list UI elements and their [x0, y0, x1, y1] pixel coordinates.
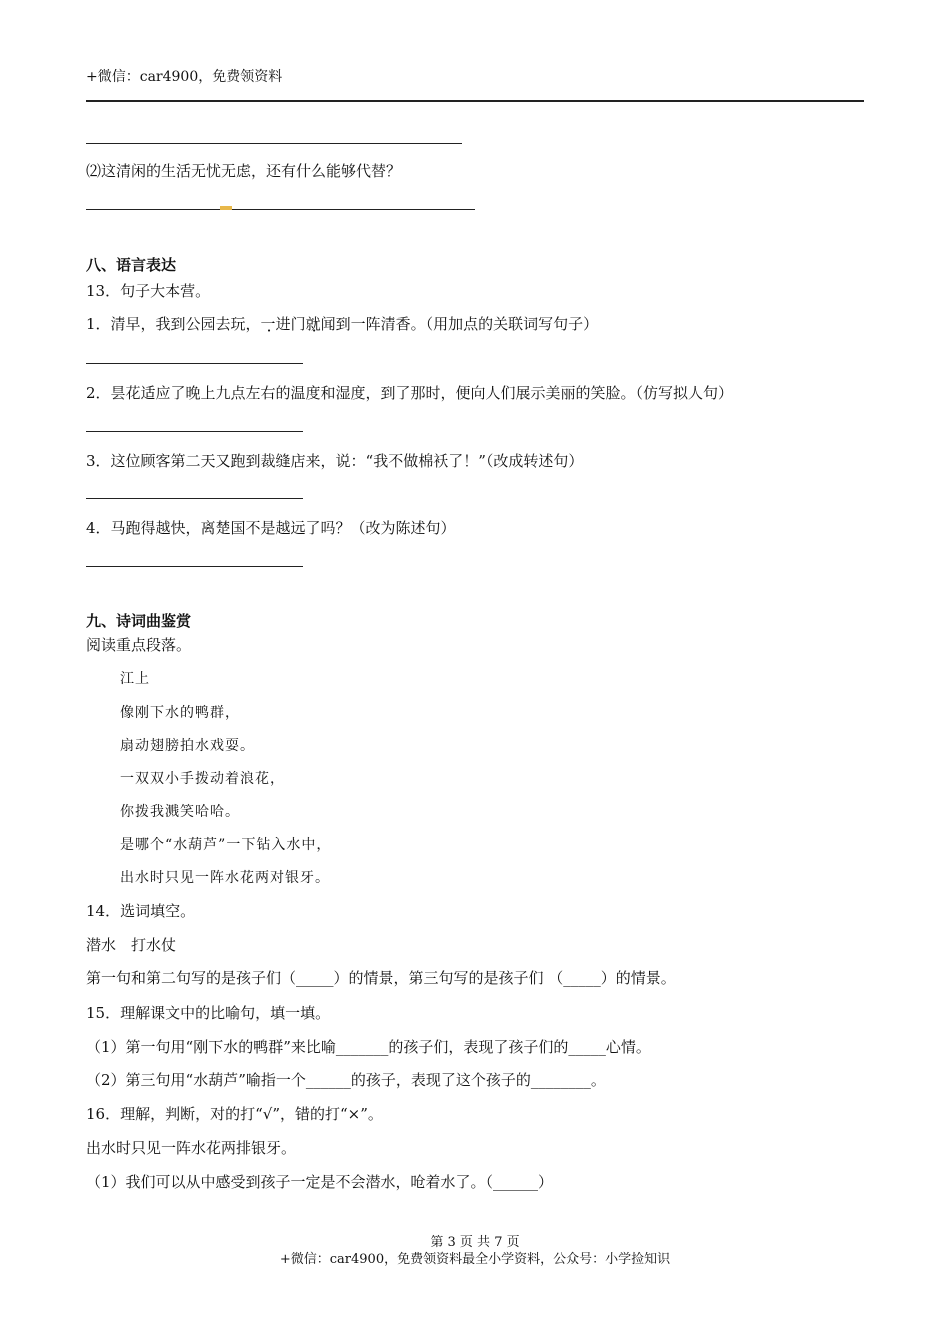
- dotted-word-2: 就: [305, 315, 321, 333]
- question-16-sentence: 出水时只见一阵水花两排银牙。: [86, 1139, 297, 1157]
- question-16-1: （1）我们可以从中感受到孩子一定是不会潜水，呛着水了。（______）: [86, 1173, 554, 1191]
- item-1: [86, 313, 598, 334]
- answer-line: [86, 209, 475, 210]
- dotted-word-1: 一: [260, 315, 276, 333]
- item-2: 2．昙花适应了晚上九点左右的温度和湿度，到了那时，便向人们展示美丽的笑脸。（仿写拟人句）: [86, 384, 734, 402]
- answer-line: [86, 431, 303, 432]
- word-choices: 潜水 打水仗: [86, 936, 177, 954]
- item-3: 3．这位顾客第二天又跑到裁缝店来，说：“我不做棉袄了！”（改成转述句）: [86, 452, 584, 470]
- footer-promo: +微信：car4900，免费领资料最全小学资料，公众号：小学捡知识: [279, 1252, 671, 1267]
- header-divider: [86, 100, 864, 102]
- question-16: 16．理解，判断，对的打“√”，错的打“×”。: [86, 1105, 383, 1123]
- poem-line: 一双双小手拨动着浪花，: [120, 771, 285, 787]
- section-8-title: 八、语言表达: [86, 256, 177, 274]
- highlight-mark: [220, 206, 232, 210]
- item-1-text-b: 进门: [275, 315, 306, 333]
- answer-line: [86, 363, 303, 364]
- poem-line: 你拨我溅笑哈哈。: [120, 804, 240, 820]
- item-4: 4．马跑得越快，离楚国不是越远了吗？（改为陈述句）: [86, 519, 456, 537]
- poem-line: 是哪个“水葫芦”一下钻入水中，: [120, 837, 332, 853]
- poem-line: 像刚下水的鸭群，: [120, 705, 240, 721]
- answer-line: [86, 498, 303, 499]
- page-number: 第 3 页 共 7 页: [430, 1235, 520, 1250]
- item-1-text-c: 闻到一阵清香。（用加点的关联词写句子）: [320, 315, 599, 333]
- item-1-text-a: 1．清早，我到公园去玩，: [86, 315, 261, 333]
- poem-line: 江上: [120, 671, 150, 687]
- question-15-2: （2）第三句用“水葫芦”喻指一个______的孩子，表现了这个孩子的________。: [86, 1071, 606, 1089]
- question-13: 13．句子大本营。: [86, 282, 211, 300]
- poem-line: 出水时只见一阵水花两对银牙。: [120, 870, 330, 886]
- reading-intro: 阅读重点段落。: [86, 636, 192, 654]
- question-15-1: （1）第一句用“刚下水的鸭群”来比喻_______的孩子们，表现了孩子们的_____心情。: [86, 1038, 651, 1056]
- header-promo: +微信：car4900，免费领资料: [86, 69, 283, 85]
- section-9-title: 九、诗词曲鉴赏: [86, 612, 192, 630]
- poem-line: 扇动翅膀拍水戏耍。: [120, 738, 255, 754]
- question-14-blank: 第一句和第二句写的是孩子们（_____）的情景，第三句写的是孩子们 （_____）的情景。: [86, 969, 676, 987]
- answer-line: [86, 566, 303, 567]
- question-15: 15．理解课文中的比喻句，填一填。: [86, 1004, 331, 1022]
- question-14: 14．选词填空。: [86, 902, 196, 920]
- answer-line: [86, 143, 462, 144]
- question-2: ⑵这清闲的生活无忧无虑，还有什么能够代替？: [86, 162, 402, 180]
